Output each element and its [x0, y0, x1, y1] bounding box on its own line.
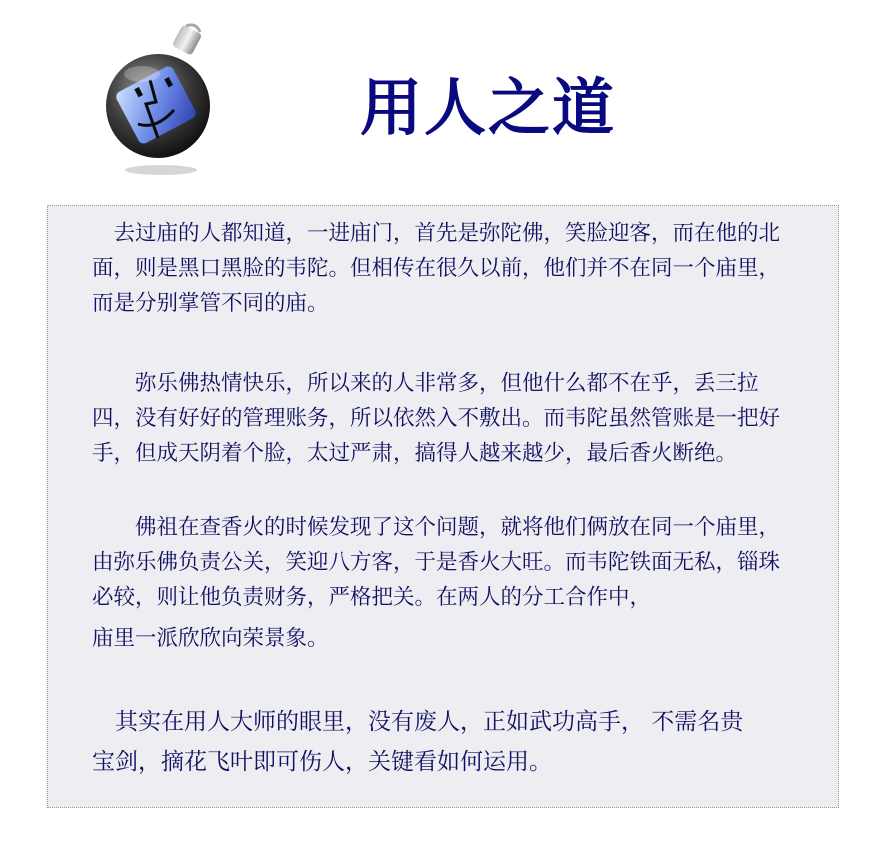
paragraph-4 [92, 702, 832, 782]
paragraph-line: 面，则是黑口黑脸的韦陀。但相传在很久以前，他们并不在同一个庙里， [92, 256, 781, 281]
paragraph-line: 而是分别掌管不同的庙。 [92, 291, 329, 316]
page-title: 用人之道 [360, 71, 617, 144]
finder-face-ornament-icon [104, 22, 216, 176]
paragraph-line: 必较，则让他负责财务，严格把关。在两人的分工合作中， [92, 585, 652, 610]
content-box [47, 205, 839, 808]
paragraph-line: 四，没有好好的管理账务，所以依然入不敷出。而韦陀虽然管账是一把好 [92, 406, 781, 431]
paragraph-line: 由弥乐佛负责公关，笑迎八方客，于是香火大旺。而韦陀铁面无私，锱珠 [92, 550, 781, 575]
paragraph-2 [92, 366, 832, 471]
paragraph-line: 宝剑，摘花飞叶即可伤人，关键看如何运用。 [92, 749, 552, 775]
paragraph-1 [92, 216, 832, 321]
paragraph-line: 佛祖在查香火的时候发现了这个问题，就将他们俩放在同一个庙里， [92, 515, 781, 540]
paragraph-line: 其实在用人大师的眼里，没有废人，正如武功高手， 不需名贵 [92, 709, 744, 735]
paragraph-line: 手，但成天阴着个脸，太过严肃，搞得人越来越少，最后香火断绝。 [92, 441, 738, 466]
paragraph-line: 去过庙的人都知道，一进庙门，首先是弥陀佛，笑脸迎客，而在他的北 [92, 221, 781, 246]
paragraph-3 [92, 510, 832, 656]
logo-icon [104, 22, 216, 176]
paragraph-line: 弥乐佛热情快乐，所以来的人非常多，但他什么都不在乎，丢三拉 [92, 371, 759, 396]
paragraph-line: 庙里一派欣欣向荣景象。 [92, 626, 329, 651]
